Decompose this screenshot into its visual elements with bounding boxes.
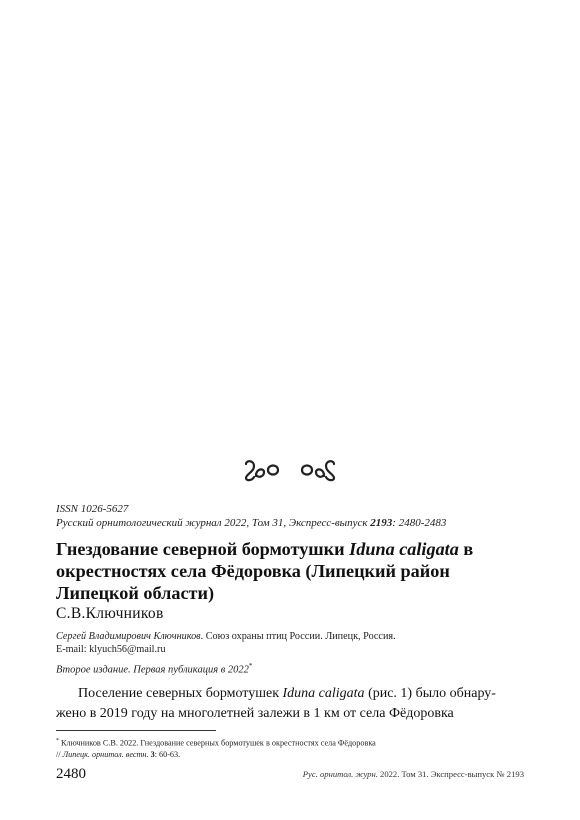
body-text: [56, 684, 524, 723]
footnote-volume: 3: [148, 750, 155, 760]
fleuron-ornament: [0, 458, 580, 487]
page-number: 2480: [56, 766, 86, 782]
edition-footnote-mark: *: [248, 662, 253, 670]
edition-text: Второе издание. Первая публикация в 2022: [56, 664, 249, 676]
fleuron-ornament-icon: [242, 458, 338, 482]
running-footer: [303, 768, 524, 780]
footnote-line-1: [56, 736, 536, 749]
title-species: Iduna caligata: [349, 539, 459, 559]
body-line-1-start: Поселение северных бормотушек: [78, 686, 283, 701]
author: С.В.Ключников: [56, 605, 164, 622]
title-part-2: в окрестностях села Фёдоровка (Липецкий район Липецкой области): [56, 539, 474, 603]
footnote-line-2: [56, 749, 536, 761]
footer-issue-info: 2022. Том 31. Экспресс-выпуск № 2193: [377, 769, 524, 779]
footnote: [56, 736, 536, 761]
journal-citation: [56, 516, 536, 530]
body-species: Iduna caligata: [282, 686, 365, 701]
footnote-divider: [56, 730, 216, 731]
affiliation-name: Сергей Владимирович Ключников: [56, 631, 201, 642]
footnote-citation: Ключников С.В. 2022. Гнездование северных бормотушек в окрестностях села Фёдоровка: [59, 738, 376, 748]
title-part-1: Гнездование северной бормотушки: [56, 539, 350, 559]
journal-citation-prefix: Русский орнитологический журнал 2022, Том 31, Экспресс-выпуск: [56, 517, 371, 529]
footnote-journal: Липецк. орнитол. вестн.: [62, 750, 149, 760]
edition-note: [56, 660, 252, 677]
body-line-1: [56, 684, 524, 704]
footnote-pages: : 60-63.: [154, 750, 181, 760]
journal-header: [56, 502, 536, 530]
article-title: [56, 538, 536, 604]
affiliation-line: [56, 631, 536, 644]
issn: ISSN 1026-5627: [56, 503, 129, 515]
page-range: : 2480-2483: [392, 517, 447, 529]
affiliation-org: . Союз охраны птиц России. Липецк, Россия.: [200, 631, 396, 642]
affiliation: [56, 631, 536, 656]
body-line-2: жено в 2019 году на многолетней залежи в 1 км от села Фёдоровка: [56, 705, 454, 721]
footnote-mark: *: [56, 738, 59, 744]
footnote-prefix: //: [56, 750, 63, 760]
footer-journal-abbrev: Рус. орнитол. журн.: [302, 769, 378, 779]
body-line-1-end: (рис. 1) было обнару-: [364, 686, 496, 701]
issue-number: 2193: [370, 517, 393, 529]
author-email: E-mail: klyuch56@mail.ru: [56, 643, 166, 655]
